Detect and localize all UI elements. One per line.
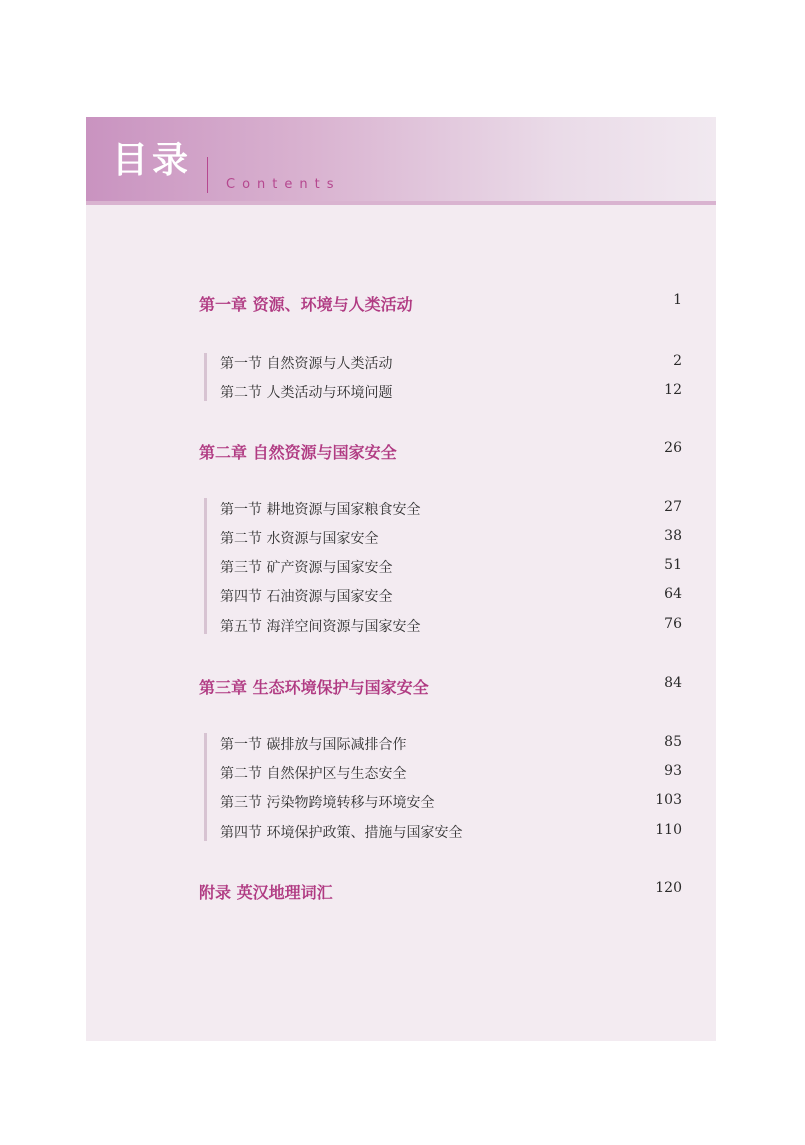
section-page-number: 38 xyxy=(664,528,682,544)
section-page-number: 12 xyxy=(664,382,682,398)
chapter-title: 第三章 生态环境保护与国家安全 xyxy=(199,678,429,697)
section-title: 第五节 海洋空间资源与国家安全 xyxy=(220,619,421,635)
section-title: 第三节 污染物跨境转移与环境安全 xyxy=(220,795,435,811)
header-underline xyxy=(86,201,716,205)
section-title: 第四节 环境保护政策、措施与国家安全 xyxy=(220,825,463,841)
section-page-number: 64 xyxy=(664,586,682,602)
contents-panel xyxy=(86,117,716,1041)
page-title: 目录 xyxy=(112,140,193,181)
chapter-title: 第二章 自然资源与国家安全 xyxy=(199,443,397,462)
section-group-bar xyxy=(204,353,207,401)
title-divider xyxy=(207,157,208,193)
section-title: 第二节 人类活动与环境问题 xyxy=(220,385,393,401)
chapter-page-number: 26 xyxy=(664,440,682,456)
section-title: 第一节 自然资源与人类活动 xyxy=(220,356,393,372)
section-title: 第二节 自然保护区与生态安全 xyxy=(220,766,407,782)
chapter-page-number: 84 xyxy=(664,675,682,691)
appendix-page-number: 120 xyxy=(655,880,682,896)
section-page-number: 51 xyxy=(664,557,682,573)
section-page-number: 103 xyxy=(655,792,682,808)
section-page-number: 27 xyxy=(664,499,682,515)
section-title: 第三节 矿产资源与国家安全 xyxy=(220,560,393,576)
section-page-number: 2 xyxy=(673,353,682,369)
chapter-title: 第一章 资源、环境与人类活动 xyxy=(199,295,413,314)
section-page-number: 76 xyxy=(664,616,682,632)
section-group-bar xyxy=(204,733,207,841)
section-page-number: 85 xyxy=(664,734,682,750)
section-title: 第一节 耕地资源与国家粮食安全 xyxy=(220,502,421,518)
appendix-title: 附录 英汉地理词汇 xyxy=(199,883,333,902)
chapter-page-number: 1 xyxy=(673,292,682,308)
section-title: 第四节 石油资源与国家安全 xyxy=(220,589,393,605)
section-title: 第一节 碳排放与国际减排合作 xyxy=(220,737,407,753)
page-subtitle: Contents xyxy=(226,177,341,192)
contents-header xyxy=(86,117,716,201)
section-page-number: 93 xyxy=(664,763,682,779)
section-title: 第二节 水资源与国家安全 xyxy=(220,531,379,547)
section-page-number: 110 xyxy=(655,822,682,838)
section-group-bar xyxy=(204,498,207,634)
